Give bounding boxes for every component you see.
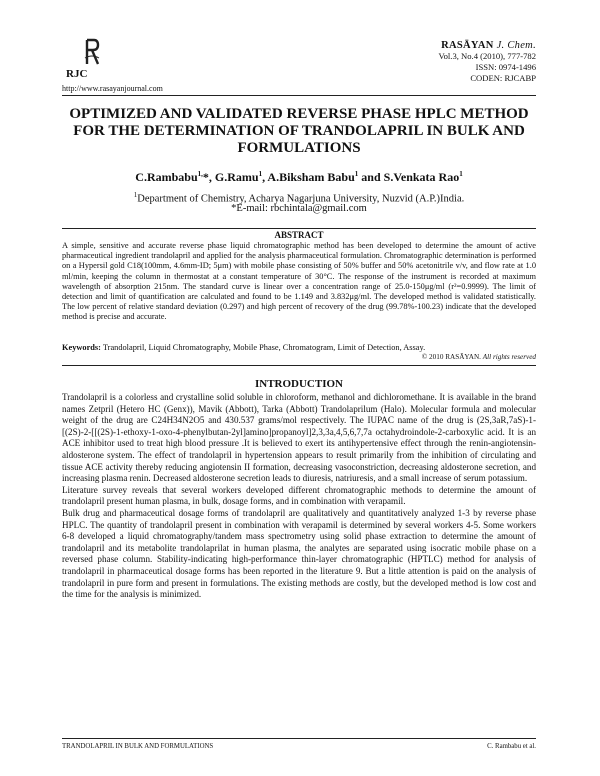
paper-title: OPTIMIZED AND VALIDATED REVERSE PHASE HPLC METHOD FOR THE DETERMINATION OF TRANDOLAPRIL IN BULK AND FORMULATIONS: [69, 106, 529, 156]
running-authors: C. Rambabu et al.: [487, 743, 536, 750]
journal-header: [439, 40, 536, 84]
intro-paragraph: Bulk drug and pharmaceutical dosage forms of trandolapril are qualitatively and quantitatively analyzed 1-3 by reverse phase HPLC. The quantity of trandolapril present in combination with verapamil is determined by several workers 4-5. Some workers 6-8 developed a liquid chromatography/tandem mass spectrometry using solid phase extraction to determine the amount of trandolapril and its metabolite trandolaprilat in human plasma, the analytes are separated using isocratic mobile phase on a reversed phase column. Stability-indicating high-performance thin-layer chromatographic (HPTLC) method for analysis of trandolapril in pharmaceutical dosage forms has been reported in the literature 9. But a little attention is paid on the analysis of trandolapril in pure form and present in formulations. The existing methods are costly, but the developed method is low cost and the time for the analysis is minimized.: [62, 507, 536, 600]
keywords: [62, 343, 536, 353]
author-name: C.Rambabu: [135, 170, 198, 184]
author-affiliation: $^1$Department of Chemistry, Acharya Nagarjuna University, Nuzvid (A.P.)India.: [133, 191, 465, 205]
corresponding-email[interactable]: *E-mail: rbchintala@gmail.com: [231, 203, 367, 214]
introduction-body: [62, 392, 536, 601]
journal-logo-label: RJC: [66, 68, 88, 80]
header-divider: [62, 95, 536, 96]
running-title: TRANDOLAPRIL IN BULK AND FORMULATIONS: [62, 743, 214, 750]
abstract-heading: ABSTRACT: [274, 230, 324, 240]
intro-paragraph: Trandolapril is a colorless and crystalline solid soluble in chloroform, methanol and dichloromethane. It is available in the brand names Zetpril (Hetero HC (Genx)), Mavik (Abbott), Tarka (Abbott) Trandolaprilum (Halo). Molecular formula and molecular weight of the drug are C24H34N2O5 and 430.537 grams/mol respectively. The IUPAC name of the drug is (2S,3aR,7aS)-1-[(2S)-2-[[(2S)-1-ethoxy-1-oxo-4-phenylbutan-2yl]amino]propanoyl]2,3,3a,4,5,6,7,7a octahydroindole-2-carboxylic acid. It is an ACE inhibitor used to treat high blood pressure .It is believed to exert its antihypertensive effect through the renin-angiotensin-aldosterone system. The effect of trandolapril in hypertension appears to result primarily from the inhibition of circulating and tissue ACE activity thereby reducing angiotensin II formation, decreasing vasoconstriction, decreasing aldosterone secretion, and increasing plasma renin. Decreased aldosterone secretion leads to diuresis, natriuresis, and a small increase of serum potassium.: [62, 392, 536, 484]
intro-paragraph: Literature survey reveals that several workers developed different chromatographic methods to determine the amount of trandolapril present human plasma, in bulk, dosage forms, and in combination with verapamil.: [62, 484, 536, 507]
abstract-text: A simple, sensitive and accurate reverse phase liquid chromatographic method has been developed to determine the amount of active pharmaceutical ingredient trandolapril and applied for the analysis pharmaceutical formulation. Chromatographic determination is performed on a Hypersil gold C18(100mm, 4.6mm-ID; 5μm) with mobile phase consisting of 50% buffer and 50% acetonitrile v/v, and flow rate at 1.0 ml/min, keeping the column in thermostat at a constant temperature of 30°C. The response of the instrument is recorded at maximum wavelength of absorption 215nm. The standard curve is linear over a concentration range of 25.0-150μg/ml (r²=0.9999). The limit of detection and limit of quantification are calculated and found to be 1.149 and 3.832μg/ml. The developed method is validated statistically. The low percent of relative standard deviation (0.297) and high percent of recovery of the drug (99.78%-100.23) indicate that the developed method is precise and accurate.: [62, 241, 536, 322]
author-name: S.Venkata Rao: [383, 170, 460, 184]
keywords-text: Trandolapril, Liquid Chromatography, Mobile Phase, Chromatogram, Limit of Detection, Assay.: [102, 343, 426, 352]
journal-issn: ISSN: 0974-1496: [475, 62, 536, 72]
copyright: © 2010 RASĀYAN. All rights reserved: [421, 353, 536, 361]
footer-divider: [62, 738, 536, 739]
author-name: A.Biksham Babu: [267, 170, 355, 184]
author-list: C.Rambabu$^{1,}$*, G.Ramu$^1$, A.Biksham Babu$^1$ and S.Venkata Rao$^1$: [135, 170, 463, 184]
author-name: G.Ramu: [214, 170, 259, 184]
abstract-bottom-divider: [62, 365, 536, 366]
journal-name: RASĀYAN J. Chem.: [441, 40, 536, 51]
journal-emblem-icon: [84, 38, 100, 66]
journal-url[interactable]: http://www.rasayanjournal.com: [62, 84, 163, 93]
journal-volume: Vol.3, No.4 (2010), 777-782: [438, 51, 536, 61]
journal-coden: CODEN: RJCABP: [470, 73, 536, 83]
abstract-top-divider: [62, 228, 536, 229]
introduction-heading: INTRODUCTION: [254, 378, 343, 390]
keywords-label: Keywords:: [62, 343, 101, 352]
